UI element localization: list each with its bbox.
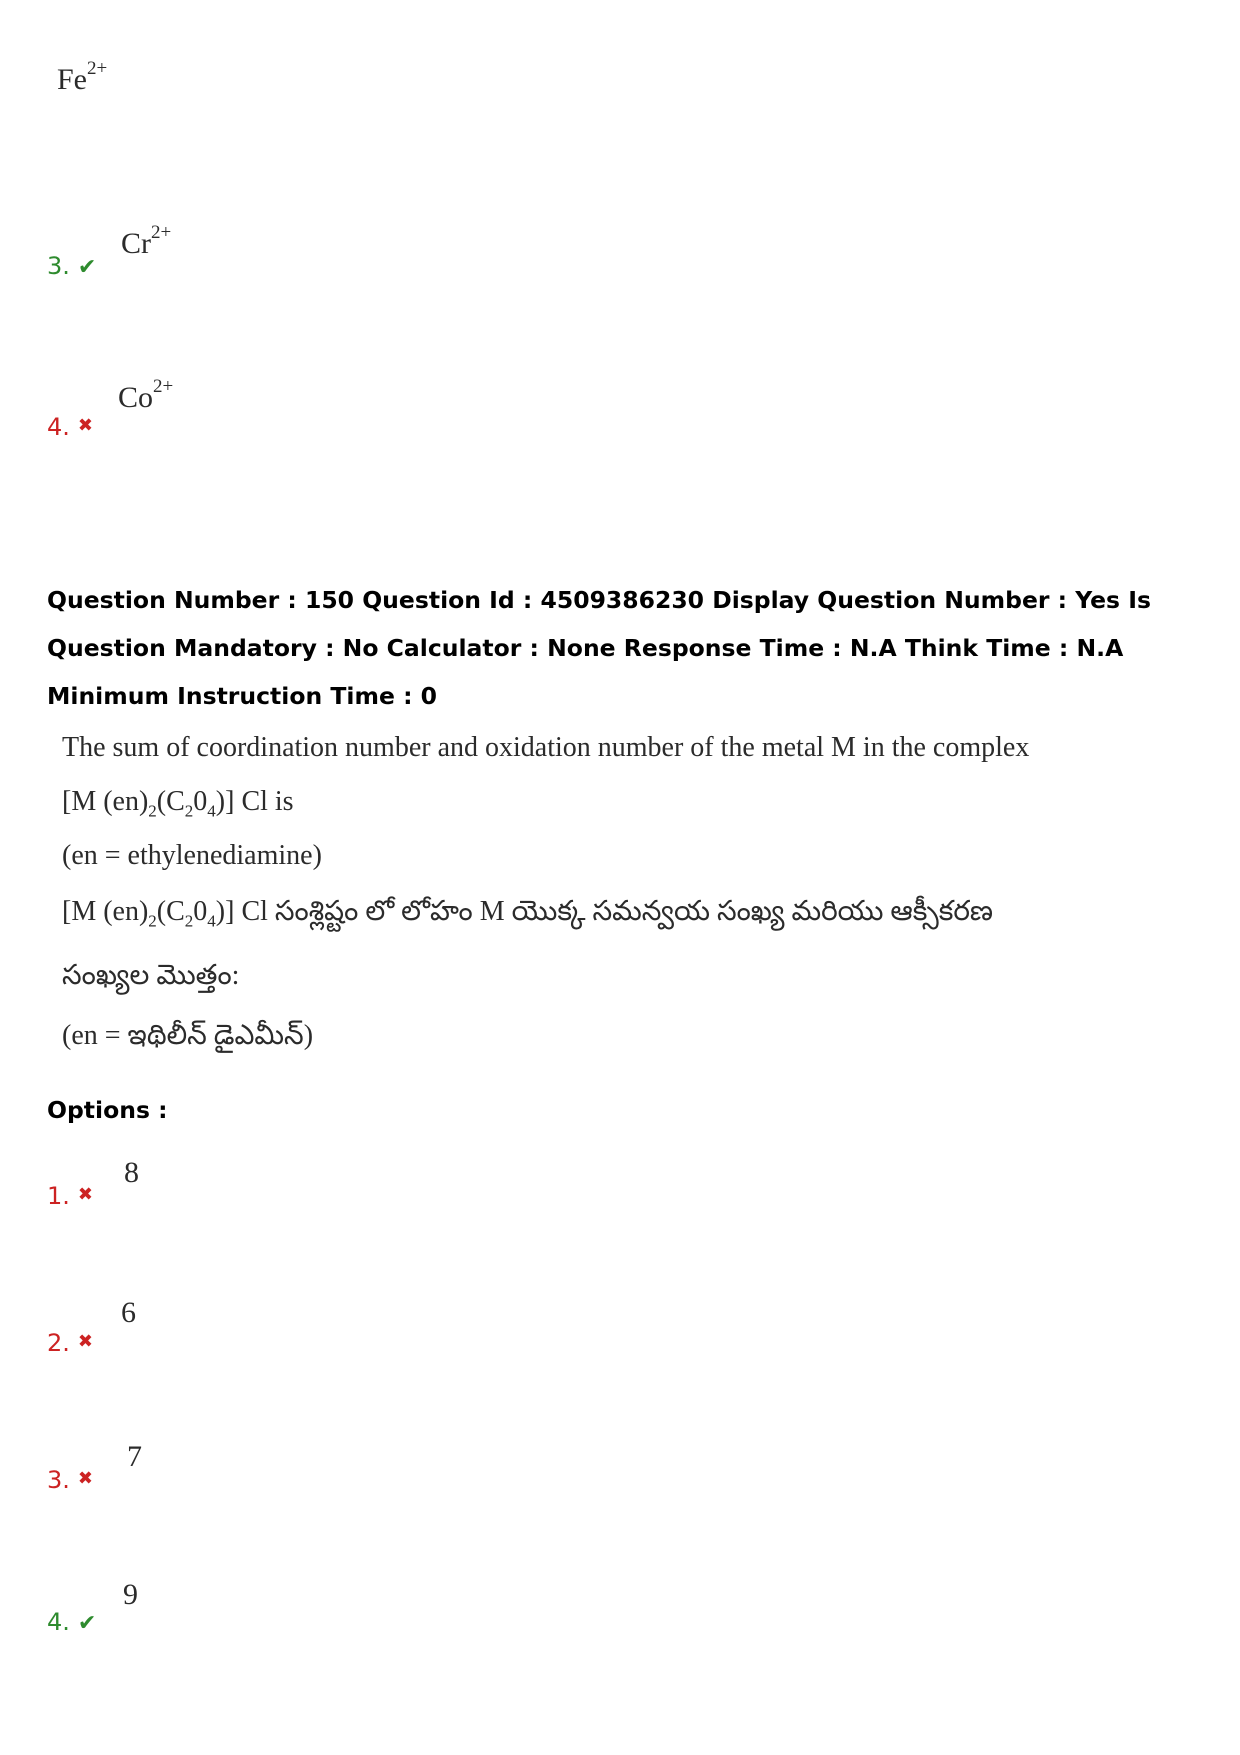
option-1-value: 8 bbox=[124, 1156, 139, 1189]
cross-icon: ✖ bbox=[77, 1468, 93, 1489]
option-3-value: 7 bbox=[127, 1440, 142, 1473]
question-telugu-line-3: (en = ఇథిలీన్ డైఎమీన్) bbox=[62, 1020, 314, 1051]
question-line-1: The sum of coordination number and oxidation number of the metal M in the complex bbox=[62, 732, 1030, 763]
prev-option-3-number: 3. ✔ bbox=[47, 252, 97, 280]
question-meta: Question Number : 150 Question Id : 4509386230 Display Question Number : Yes Is Question Mandatory : No Calculator : None Response Time : N.A Think Time : N.A Minimum Instruction Time : 0 bbox=[47, 586, 1151, 710]
prev-option-4-number: 4. ✖ bbox=[47, 413, 93, 441]
option-2-value: 6 bbox=[121, 1296, 136, 1329]
cross-icon: ✖ bbox=[77, 1331, 93, 1352]
option-4-value: 9 bbox=[123, 1578, 138, 1611]
option-2-number: 2. ✖ bbox=[47, 1329, 93, 1357]
question-telugu-line-2: సంఖ్యల మొత్తం: bbox=[62, 960, 240, 991]
question-line-3: (en = ethylenediamine) bbox=[62, 840, 322, 871]
option-1-number: 1. ✖ bbox=[47, 1182, 93, 1210]
prev-option-4-value: $Co^{2+}$ bbox=[118, 376, 174, 414]
check-icon: ✔ bbox=[77, 255, 97, 280]
cross-icon: ✖ bbox=[77, 1184, 93, 1205]
options-label: Options : bbox=[47, 1096, 168, 1124]
prev-option-2-value: $Fe^{2+}$ bbox=[57, 58, 108, 96]
cross-icon: ✖ bbox=[77, 415, 93, 436]
question-formula-line: [M $(en)_2(C_20_4)$] Cl is bbox=[62, 786, 294, 821]
question-telugu-line-1: [M $(en)_2(C_20_4)$] Cl సంశ్లిష్టం లో లోహం M యొక్క సమన్వయ సంఖ్య మరియు ఆక్సీకరణ bbox=[62, 896, 994, 931]
option-4-number: 4. ✔ bbox=[47, 1608, 97, 1636]
prev-option-3-value: $Cr^{2+}$ bbox=[121, 222, 172, 260]
check-icon: ✔ bbox=[77, 1611, 97, 1636]
option-3-number: 3. ✖ bbox=[47, 1466, 93, 1494]
